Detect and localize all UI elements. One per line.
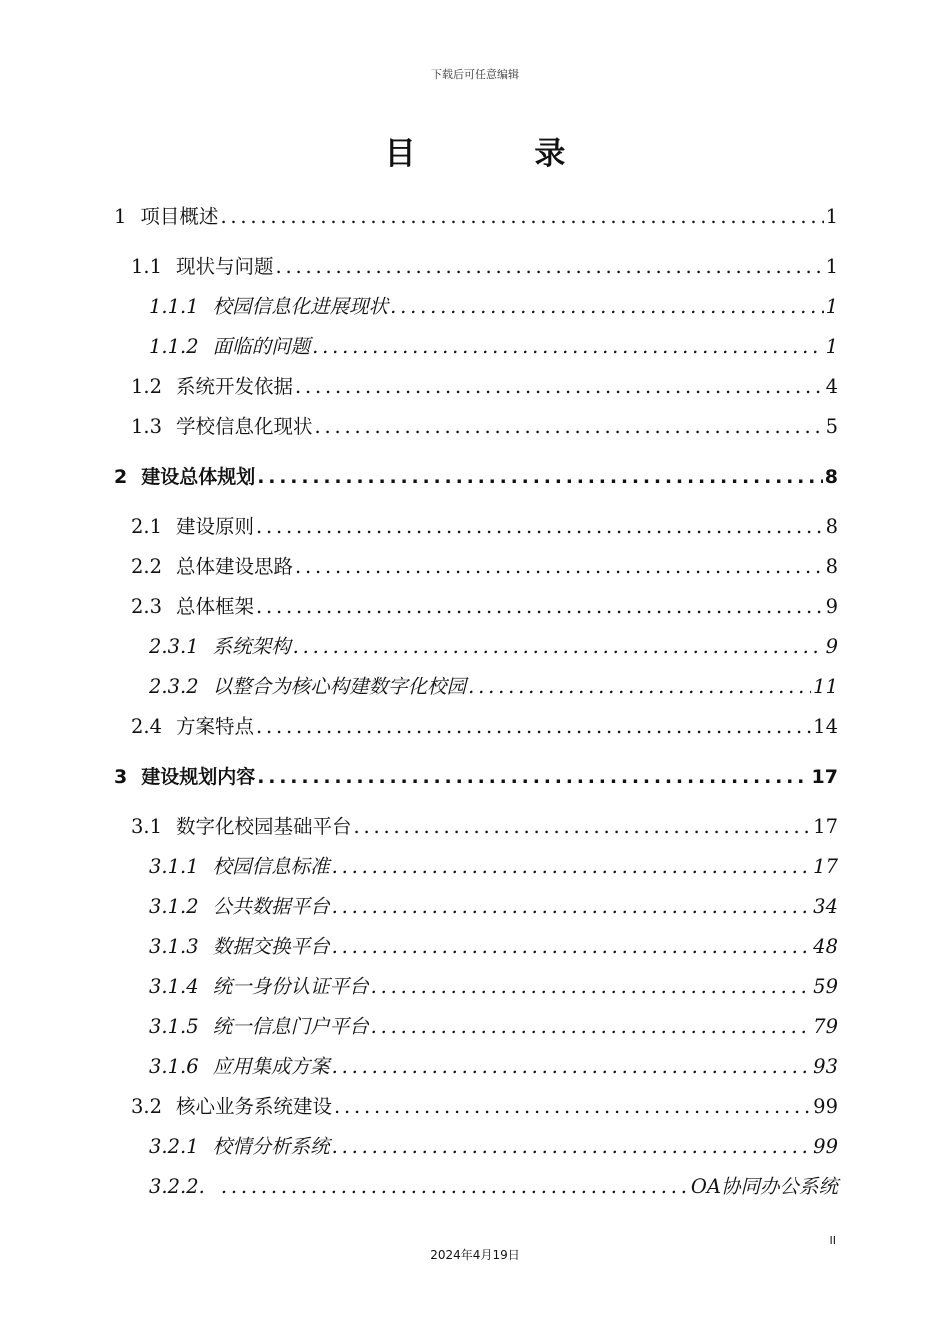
toc-entry-label: 以整合为核心构建数字化校园 bbox=[212, 675, 467, 698]
toc-entry[interactable] bbox=[0, 510, 950, 544]
toc-leader-dots bbox=[312, 330, 823, 364]
toc-entry[interactable] bbox=[0, 590, 950, 624]
toc-leader-dots bbox=[257, 760, 809, 794]
toc-entry[interactable] bbox=[0, 370, 950, 404]
toc-entry[interactable] bbox=[0, 330, 950, 364]
toc-entry-label: 数据交换平台 bbox=[212, 935, 330, 958]
toc-entry[interactable] bbox=[0, 890, 950, 924]
toc-entry-number: 2.1 bbox=[131, 515, 163, 538]
toc-entry[interactable] bbox=[0, 1130, 950, 1164]
toc-entry-page: 8 bbox=[824, 466, 838, 488]
toc-leader-dots bbox=[332, 850, 812, 884]
toc-entry-page: 17 bbox=[813, 855, 838, 878]
toc-entry-page: 9 bbox=[825, 595, 838, 618]
toc-entry[interactable] bbox=[0, 810, 950, 844]
toc-entry[interactable] bbox=[0, 290, 950, 324]
toc-entry-number: 2.2 bbox=[131, 555, 163, 578]
toc-title: 目 录 bbox=[384, 136, 620, 172]
toc-entry-label: 建设原则 bbox=[176, 515, 255, 538]
toc-entry-label: 项目概述 bbox=[140, 205, 219, 228]
toc-entry-page: 34 bbox=[813, 895, 838, 918]
toc-entry[interactable] bbox=[0, 970, 950, 1004]
toc-entry[interactable] bbox=[0, 460, 950, 494]
toc-entry-number: 3.1 bbox=[131, 815, 163, 838]
toc-entry-number: 1.1.2 bbox=[149, 335, 199, 358]
toc-entry-page: 8 bbox=[825, 555, 838, 578]
toc-entry-page: 8 bbox=[825, 515, 838, 538]
toc-entry-label: 建设规划内容 bbox=[141, 766, 256, 788]
toc-entry-label: 公共数据平台 bbox=[212, 895, 330, 918]
toc-entry-number: 3.2.1 bbox=[149, 1135, 199, 1158]
toc-entry-number: 3.1.6 bbox=[149, 1055, 199, 1078]
toc-entry[interactable] bbox=[0, 1010, 950, 1044]
toc-entry-label: 校情分析系统 bbox=[212, 1135, 330, 1158]
toc-entry-label: 应用集成方案 bbox=[212, 1055, 330, 1078]
toc-entry-number: 1 bbox=[114, 205, 127, 228]
toc-leader-dots bbox=[256, 590, 824, 624]
toc-leader-dots bbox=[468, 670, 811, 704]
toc-entry-number: 2.3.1 bbox=[149, 635, 199, 658]
toc-entry-number: 3.1.5 bbox=[149, 1015, 199, 1038]
toc-entry-number: 1.3 bbox=[131, 415, 163, 438]
toc-entry[interactable] bbox=[0, 250, 950, 284]
toc-entry-page: 9 bbox=[825, 635, 838, 658]
toc-leader-dots bbox=[276, 250, 824, 284]
toc-entry-number: 2.3 bbox=[131, 595, 163, 618]
toc-entry-page: 99 bbox=[813, 1095, 838, 1118]
toc-entry[interactable] bbox=[0, 1050, 950, 1084]
toc-entry[interactable] bbox=[0, 670, 950, 704]
toc-entry-page: 48 bbox=[813, 935, 838, 958]
toc-entry[interactable] bbox=[0, 410, 950, 444]
toc-leader-dots bbox=[354, 810, 812, 844]
toc-leader-dots bbox=[371, 1010, 812, 1044]
toc-entry-number: 2 bbox=[114, 466, 128, 488]
toc-entry-label: 统一信息门户平台 bbox=[212, 1015, 369, 1038]
toc-entry[interactable] bbox=[0, 550, 950, 584]
toc-entry-page: 14 bbox=[813, 715, 838, 738]
toc-leader-dots bbox=[390, 290, 823, 324]
toc-entry-label: 现状与问题 bbox=[176, 255, 274, 278]
toc-entry-label: 系统架构 bbox=[212, 635, 291, 658]
toc-entry-number: 3.1.1 bbox=[149, 855, 199, 878]
toc-entry[interactable] bbox=[0, 200, 950, 234]
toc-entry-page: 5 bbox=[825, 415, 838, 438]
toc-entry-number: 3.1.4 bbox=[149, 975, 199, 998]
toc-leader-dots bbox=[332, 930, 812, 964]
toc-entry-label: 数字化校园基础平台 bbox=[176, 815, 352, 838]
toc-leader-dots bbox=[315, 410, 824, 444]
toc-entry[interactable] bbox=[0, 710, 950, 744]
toc-entry-page: 17 bbox=[813, 815, 838, 838]
toc-entry-number: 1.2 bbox=[131, 375, 163, 398]
toc-entry-label: 学校信息化现状 bbox=[176, 415, 313, 438]
toc-entry-number: 1.1.1 bbox=[149, 295, 199, 318]
toc-entry-label: 总体框架 bbox=[176, 595, 255, 618]
toc-leader-dots bbox=[332, 890, 812, 924]
toc-entry-page: 4 bbox=[825, 375, 838, 398]
toc-leader-dots bbox=[334, 1090, 811, 1124]
toc-entry[interactable] bbox=[0, 930, 950, 964]
toc-entry-number: 3.2 bbox=[131, 1095, 163, 1118]
toc-entry-page: 17 bbox=[811, 766, 838, 788]
toc-entry-page: 59 bbox=[813, 975, 838, 998]
toc-entry-number: 3.1.2 bbox=[149, 895, 199, 918]
toc-entry-number: 3.2.2. bbox=[149, 1175, 205, 1198]
page-number: II bbox=[829, 1234, 836, 1247]
toc-entry-number: 3 bbox=[114, 766, 128, 788]
toc-leader-dots bbox=[295, 550, 824, 584]
toc-entry[interactable] bbox=[0, 1170, 950, 1204]
toc-entry-number: 2.3.2 bbox=[149, 675, 199, 698]
toc-entry-page: 1 bbox=[825, 295, 838, 318]
toc-entry-number: 1.1 bbox=[131, 255, 163, 278]
toc-entry[interactable] bbox=[0, 760, 950, 794]
toc-entry-number: 3.1.3 bbox=[149, 935, 199, 958]
toc-entry[interactable] bbox=[0, 630, 950, 664]
toc-entry-page: OA协同办公系统 bbox=[690, 1175, 838, 1198]
toc-entry-label: 方案特点 bbox=[176, 715, 255, 738]
toc-leader-dots bbox=[371, 970, 812, 1004]
toc-leader-dots bbox=[332, 1130, 812, 1164]
toc-leader-dots bbox=[256, 710, 811, 744]
toc-entry-label: 系统开发依据 bbox=[176, 375, 294, 398]
page-footer-date: 2024年4月19日 bbox=[430, 1248, 520, 1262]
toc-entry-label: 校园信息标准 bbox=[212, 855, 330, 878]
toc-entry-label: 面临的问题 bbox=[212, 335, 311, 358]
toc-leader-dots bbox=[293, 630, 824, 664]
toc-entry-page: 79 bbox=[813, 1015, 838, 1038]
toc-entry[interactable] bbox=[0, 850, 950, 884]
toc-leader-dots bbox=[332, 1050, 812, 1084]
toc-entry-label: 统一身份认证平台 bbox=[212, 975, 369, 998]
toc-entry-page: 1 bbox=[825, 205, 838, 228]
toc-entry-page: 1 bbox=[825, 255, 838, 278]
toc-leader-dots bbox=[220, 200, 823, 234]
toc-entry-number: 2.4 bbox=[131, 715, 163, 738]
toc-leader-dots bbox=[256, 510, 824, 544]
toc-entry-label: 核心业务系统建设 bbox=[176, 1095, 333, 1118]
toc-entry-page: 1 bbox=[825, 335, 838, 358]
toc-entry-page: 93 bbox=[813, 1055, 838, 1078]
toc-leader-dots bbox=[257, 460, 823, 494]
toc-entry-label: 建设总体规划 bbox=[141, 466, 256, 488]
toc-leader-dots bbox=[295, 370, 824, 404]
toc-entry-page: 11 bbox=[813, 675, 838, 698]
toc-entry-page: 99 bbox=[813, 1135, 838, 1158]
toc-leader-dots bbox=[221, 1170, 689, 1204]
toc-entry-label: 总体建设思路 bbox=[176, 555, 294, 578]
page-header: 下载后可任意编辑 bbox=[431, 68, 519, 81]
toc-entry[interactable] bbox=[0, 1090, 950, 1124]
toc-entry-label: 校园信息化进展现状 bbox=[212, 295, 389, 318]
